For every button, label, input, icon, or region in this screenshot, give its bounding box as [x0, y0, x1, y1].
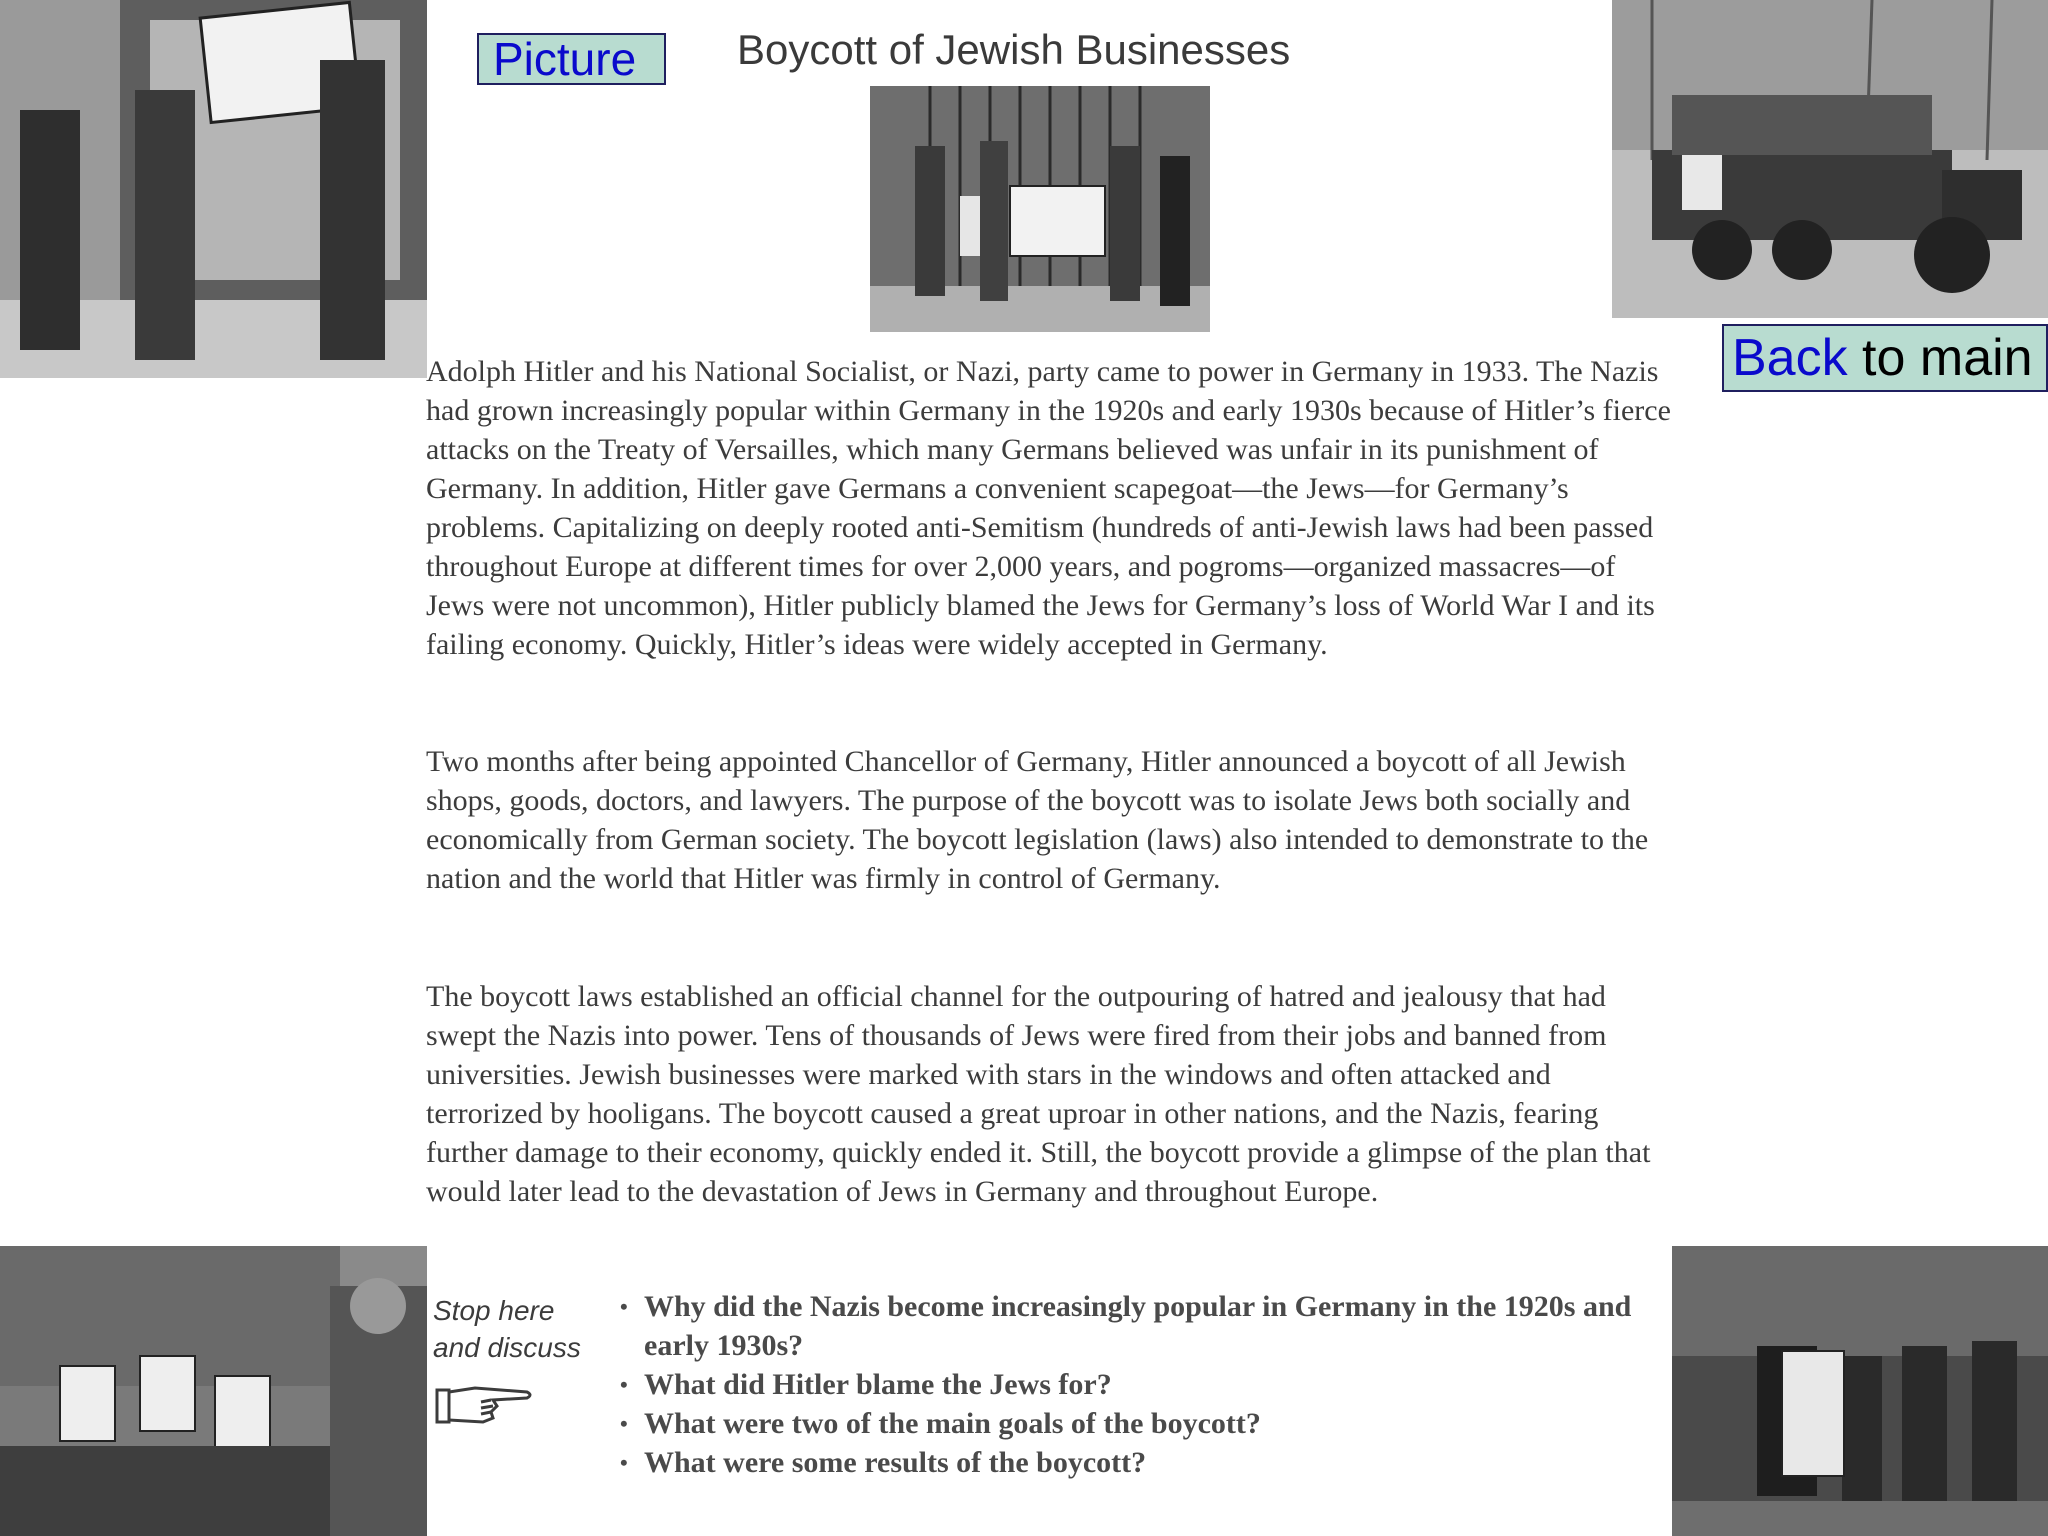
- discussion-questions: [620, 1287, 1680, 1482]
- picture-link-button[interactable]: [477, 33, 666, 85]
- question-item: • What were two of the main goals of the boycott?: [620, 1404, 1680, 1443]
- boycott-photo-storefront-guards: [870, 86, 1210, 332]
- boycott-photo-shop-window: [0, 0, 427, 378]
- back-link-label: Back: [1732, 329, 1848, 387]
- boycott-photo-mannequin-window: [1672, 1246, 2048, 1536]
- question-item: • Why did the Nazis become increasingly popular in Germany in the 1920s and early 1930s?: [620, 1287, 1680, 1365]
- boycott-photo-truck: [1612, 0, 2048, 318]
- discussion-prompt: Stop here and discuss: [433, 1295, 581, 1363]
- boycott-photo-street-march: [0, 1246, 427, 1536]
- back-to-main-button[interactable]: [1722, 324, 2048, 392]
- back-link-rest: to main: [1847, 329, 2033, 387]
- question-item: • What were some results of the boycott?: [620, 1443, 1680, 1482]
- paragraph-boycott-announcement: Two months after being appointed Chancellor of Germany, Hitler announced a boycott of all Jewish shops, goods, doctors, and lawyers. The purpose of the boycott was to isolate Jews both socially and economically from German society. The boycott legislation (laws) also intended to demonstrate to the nation and the world that Hitler was firmly in control of Germany.: [426, 745, 1649, 895]
- paragraph-intro: Adolph Hitler and his National Socialist, or Nazi, party came to power in Germany in 1933. The Nazis had grown increasingly popular within Germany in the 1920s and early 1930s because of Hitler’s fierce attacks on the Treaty of Versailles, which many Germans believed was unfair in its punishment of Germany. In addition, Hitler gave Germans a convenient scapegoat—the Jews—for Germany’s problems. Capitalizing on deeply rooted anti-Semitism (hundreds of anti-Jewish laws had been passed throughout Europe at different times for over 2,000 years, and pogroms—organized massacres—of Jews were not uncommon), Hitler publicly blamed the Jews for Germany’s loss of World War I and its failing economy. Quickly, Hitler’s ideas were widely accepted in Germany.: [426, 355, 1671, 661]
- pointing-hand-icon: [435, 1378, 535, 1428]
- page-title: Boycott of Jewish Businesses: [737, 26, 1291, 73]
- question-item: • What did Hitler blame the Jews for?: [620, 1365, 1680, 1404]
- paragraph-boycott-laws: The boycott laws established an official channel for the outpouring of hatred and jealousy that had swept the Nazis into power. Tens of thousands of Jews were fired from their jobs and banned from universities. Jewish businesses were marked with stars in the windows and often attacked and terrorized by hooligans. The boycott caused a great uproar in other nations, and the Nazis, fearing further damage to their economy, quickly ended it. Still, the boycott provide a glimpse of the plan that would later lead to the devastation of Jews in Germany and throughout Europe.: [426, 980, 1651, 1208]
- picture-link-label: Picture: [493, 33, 637, 85]
